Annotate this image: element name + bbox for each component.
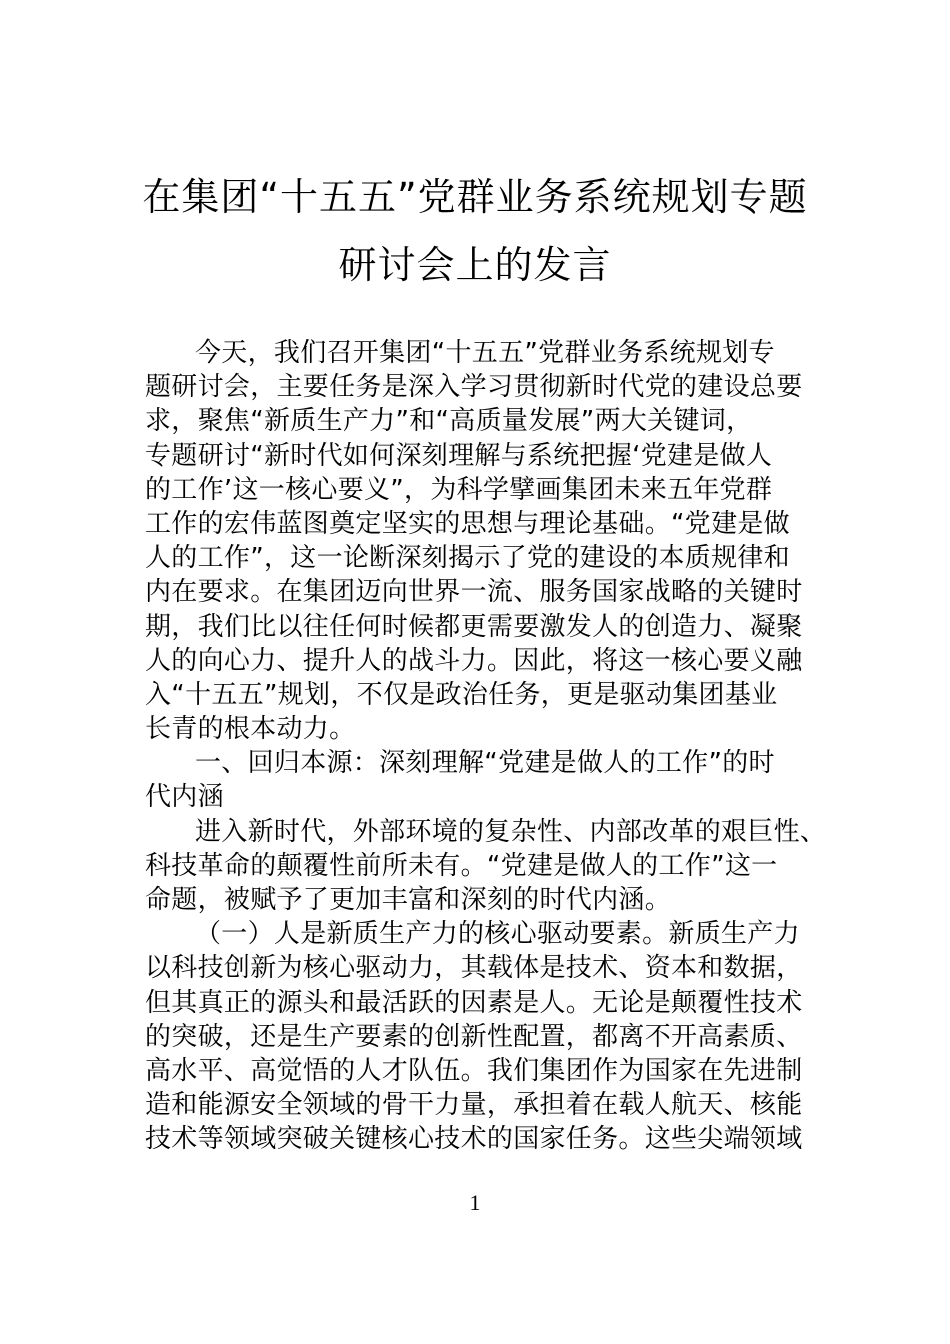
- paragraph-intro-line: 工作的宏伟蓝图奠定坚实的思想与理论基础。“党建是做: [145, 508, 790, 539]
- document-body: [145, 336, 827, 1157]
- paragraph-intro-line: 题研讨会，主要任务是深入学习贯彻新时代党的建设总要: [145, 372, 803, 403]
- subsection-paragraph-line: 高水平、高觉悟的人才队伍。我们集团作为国家在先进制: [145, 1055, 803, 1086]
- page-number: 1: [469, 1190, 481, 1215]
- paragraph-intro-line: 内在要求。在集团迈向世界一流、服务国家战略的关键时: [145, 577, 803, 608]
- document-title-line-2: 研讨会上的发言: [338, 243, 612, 287]
- subsection-paragraph-line: 以科技创新为核心驱动力，其载体是技术、资本和数据，: [145, 953, 803, 984]
- subsection-paragraph-line: 的突破，还是生产要素的创新性配置，都离不开高素质、: [145, 1021, 803, 1052]
- paragraph-intro-line: 的工作’这一核心要义”，为科学擘画集团未来五年党群: [145, 474, 773, 505]
- subsection-paragraph-line: （一）人是新质生产力的核心驱动要素。新质生产力: [195, 919, 800, 950]
- paragraph-intro-line: 今天，我们召开集团“十五五”党群业务系统规划专: [195, 338, 775, 368]
- paragraph-intro-line: 求，聚焦“新质生产力”和“高质量发展”两大关键词，: [145, 406, 753, 437]
- paragraph-intro-line: 期，我们比以往任何时候都更需要激发人的创造力、凝聚: [145, 611, 803, 642]
- paragraph-line: 进入新时代，外部环境的复杂性、内部改革的艰巨性、: [195, 816, 827, 847]
- paragraph-intro-line: 入“十五五”规划，不仅是政治任务，更是驱动集团基业: [145, 679, 778, 710]
- paragraph-intro-line: 人的向心力、提升人的战斗力。因此，将这一核心要义融: [145, 645, 803, 676]
- paragraph-line: 命题，被赋予了更加丰富和深刻的时代内涵。: [145, 885, 672, 915]
- subsection-paragraph-line: 造和能源安全领域的骨干力量，承担着在载人航天、核能: [145, 1090, 803, 1121]
- paragraph-intro-line: 长青的根本动力。: [145, 714, 356, 745]
- subsection-paragraph-line: 但其真正的源头和最活跃的因素是人。无论是颠覆性技术: [145, 987, 803, 1018]
- paragraph-intro-line: 专题研讨“新时代如何深刻理解与系统把握‘党建是做人: [145, 440, 773, 471]
- section-heading-line: 一、回归本源：深刻理解“党建是做人的工作”的时: [195, 748, 775, 779]
- section-heading-line: 代内涵: [145, 782, 224, 813]
- subsection-paragraph-line: 技术等领域突破关键核心技术的国家任务。这些尖端领域: [145, 1124, 803, 1155]
- paragraph-line: 科技革命的颠覆性前所未有。“党建是做人的工作”这一: [145, 850, 778, 881]
- paragraph-intro-line: 人的工作”，这一论断深刻揭示了党的建设的本质规律和: [145, 543, 790, 574]
- document-title-line-1: 在集团“十五五”党群业务系统规划专题: [142, 175, 808, 219]
